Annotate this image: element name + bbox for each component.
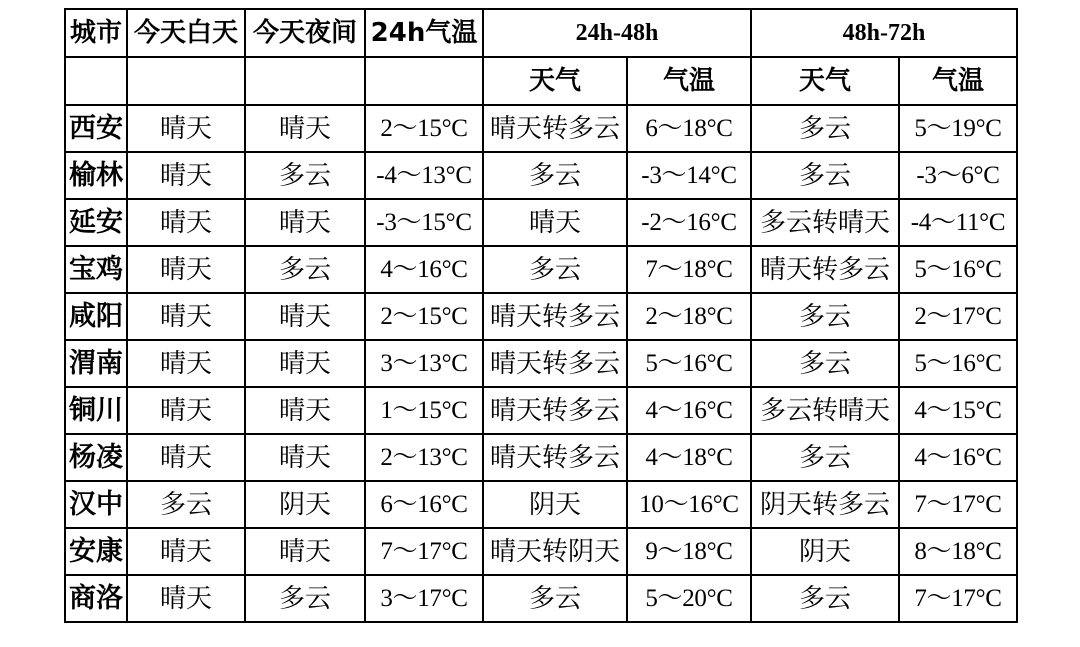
subheader-temp-48: 气温 — [627, 57, 751, 105]
weather-72h-cell: 多云 — [751, 152, 899, 199]
city-cell: 商洛 — [65, 575, 127, 622]
temp-72h-cell: 8～18°C — [899, 528, 1017, 575]
today-day-cell: 晴天 — [127, 434, 245, 481]
today-night-cell: 阴天 — [245, 481, 365, 528]
weather-48h-cell: 晴天转多云 — [483, 105, 627, 152]
weather-72h-cell: 多云 — [751, 293, 899, 340]
city-cell: 渭南 — [65, 340, 127, 387]
temp-48h-cell: 6～18°C — [627, 105, 751, 152]
temp-24h-cell: -3～15°C — [365, 199, 483, 246]
temp-72h-cell: -4～11°C — [899, 199, 1017, 246]
weather-48h-cell: 晴天转多云 — [483, 387, 627, 434]
subheader-temp-72: 气温 — [899, 57, 1017, 105]
weather-48h-cell: 阴天 — [483, 481, 627, 528]
temp-24h-cell: 1～15°C — [365, 387, 483, 434]
subheader-weather-48: 天气 — [483, 57, 627, 105]
today-night-cell: 晴天 — [245, 528, 365, 575]
weather-forecast-table — [64, 8, 1018, 623]
header-row — [65, 9, 1017, 57]
temp-48h-cell: 5～20°C — [627, 575, 751, 622]
weather-72h-cell: 多云 — [751, 434, 899, 481]
temp-72h-cell: 7～17°C — [899, 575, 1017, 622]
today-day-cell: 晴天 — [127, 575, 245, 622]
today-night-cell: 晴天 — [245, 293, 365, 340]
table-row — [65, 199, 1017, 246]
temp-48h-cell: 2～18°C — [627, 293, 751, 340]
temp-48h-cell: 5～16°C — [627, 340, 751, 387]
table-row — [65, 152, 1017, 199]
temp-24h-cell: 6～16°C — [365, 481, 483, 528]
temp-48h-cell: 4～18°C — [627, 434, 751, 481]
table-row — [65, 481, 1017, 528]
temp-48h-cell: 7～18°C — [627, 246, 751, 293]
temp-48h-cell: 4～16°C — [627, 387, 751, 434]
weather-72h-cell: 多云转晴天 — [751, 387, 899, 434]
city-cell: 汉中 — [65, 481, 127, 528]
temp-24h-cell: 7～17°C — [365, 528, 483, 575]
temp-24h-cell: 2～15°C — [365, 293, 483, 340]
weather-48h-cell: 晴天转多云 — [483, 293, 627, 340]
temp-24h-cell: 3～13°C — [365, 340, 483, 387]
header-temp-24h: 24h气温 — [365, 9, 483, 57]
weather-48h-cell: 多云 — [483, 152, 627, 199]
header-today-day: 今天白天 — [127, 9, 245, 57]
today-day-cell: 晴天 — [127, 293, 245, 340]
temp-24h-cell: 3～17°C — [365, 575, 483, 622]
weather-72h-cell: 阴天 — [751, 528, 899, 575]
temp-72h-cell: 5～16°C — [899, 246, 1017, 293]
header-range-48-72: 48h-72h — [751, 9, 1017, 57]
weather-48h-cell: 晴天转多云 — [483, 434, 627, 481]
temp-72h-cell: 4～15°C — [899, 387, 1017, 434]
city-cell: 西安 — [65, 105, 127, 152]
subheader-weather-72: 天气 — [751, 57, 899, 105]
weather-72h-cell: 多云 — [751, 105, 899, 152]
city-cell: 安康 — [65, 528, 127, 575]
subheader-empty — [365, 57, 483, 105]
weather-72h-cell: 晴天转多云 — [751, 246, 899, 293]
today-day-cell: 晴天 — [127, 528, 245, 575]
temp-24h-cell: 2～15°C — [365, 105, 483, 152]
today-night-cell: 多云 — [245, 246, 365, 293]
header-range-24-48: 24h-48h — [483, 9, 751, 57]
today-day-cell: 晴天 — [127, 387, 245, 434]
temp-48h-cell: 10～16°C — [627, 481, 751, 528]
table-row — [65, 340, 1017, 387]
temp-24h-cell: 4～16°C — [365, 246, 483, 293]
today-day-cell: 晴天 — [127, 340, 245, 387]
today-day-cell: 晴天 — [127, 152, 245, 199]
city-cell: 铜川 — [65, 387, 127, 434]
temp-24h-cell: -4～13°C — [365, 152, 483, 199]
weather-48h-cell: 多云 — [483, 575, 627, 622]
today-night-cell: 晴天 — [245, 340, 365, 387]
city-cell: 榆林 — [65, 152, 127, 199]
today-day-cell: 晴天 — [127, 246, 245, 293]
city-cell: 延安 — [65, 199, 127, 246]
temp-72h-cell: 5～16°C — [899, 340, 1017, 387]
today-day-cell: 晴天 — [127, 199, 245, 246]
temp-48h-cell: 9～18°C — [627, 528, 751, 575]
table-row — [65, 528, 1017, 575]
weather-48h-cell: 多云 — [483, 246, 627, 293]
today-night-cell: 晴天 — [245, 105, 365, 152]
weather-48h-cell: 晴天转多云 — [483, 340, 627, 387]
city-cell: 宝鸡 — [65, 246, 127, 293]
today-day-cell: 多云 — [127, 481, 245, 528]
header-city: 城市 — [65, 9, 127, 57]
temp-24h-cell: 2～13°C — [365, 434, 483, 481]
temp-72h-cell: 7～17°C — [899, 481, 1017, 528]
table-row — [65, 387, 1017, 434]
today-night-cell: 多云 — [245, 575, 365, 622]
today-night-cell: 晴天 — [245, 434, 365, 481]
weather-72h-cell: 多云转晴天 — [751, 199, 899, 246]
temp-72h-cell: 4～16°C — [899, 434, 1017, 481]
today-night-cell: 晴天 — [245, 199, 365, 246]
weather-72h-cell: 多云 — [751, 575, 899, 622]
today-day-cell: 晴天 — [127, 105, 245, 152]
header-today-night: 今天夜间 — [245, 9, 365, 57]
temp-48h-cell: -2～16°C — [627, 199, 751, 246]
temp-72h-cell: 5～19°C — [899, 105, 1017, 152]
weather-72h-cell: 多云 — [751, 340, 899, 387]
weather-48h-cell: 晴天 — [483, 199, 627, 246]
subheader-row — [65, 57, 1017, 105]
today-night-cell: 晴天 — [245, 387, 365, 434]
subheader-empty — [245, 57, 365, 105]
table-row — [65, 575, 1017, 622]
subheader-empty — [127, 57, 245, 105]
temp-48h-cell: -3～14°C — [627, 152, 751, 199]
city-cell: 杨凌 — [65, 434, 127, 481]
table-row — [65, 434, 1017, 481]
weather-48h-cell: 晴天转阴天 — [483, 528, 627, 575]
table-row — [65, 105, 1017, 152]
table-row — [65, 246, 1017, 293]
temp-72h-cell: 2～17°C — [899, 293, 1017, 340]
today-night-cell: 多云 — [245, 152, 365, 199]
subheader-empty — [65, 57, 127, 105]
table-row — [65, 293, 1017, 340]
city-cell: 咸阳 — [65, 293, 127, 340]
temp-72h-cell: -3～6°C — [899, 152, 1017, 199]
weather-72h-cell: 阴天转多云 — [751, 481, 899, 528]
